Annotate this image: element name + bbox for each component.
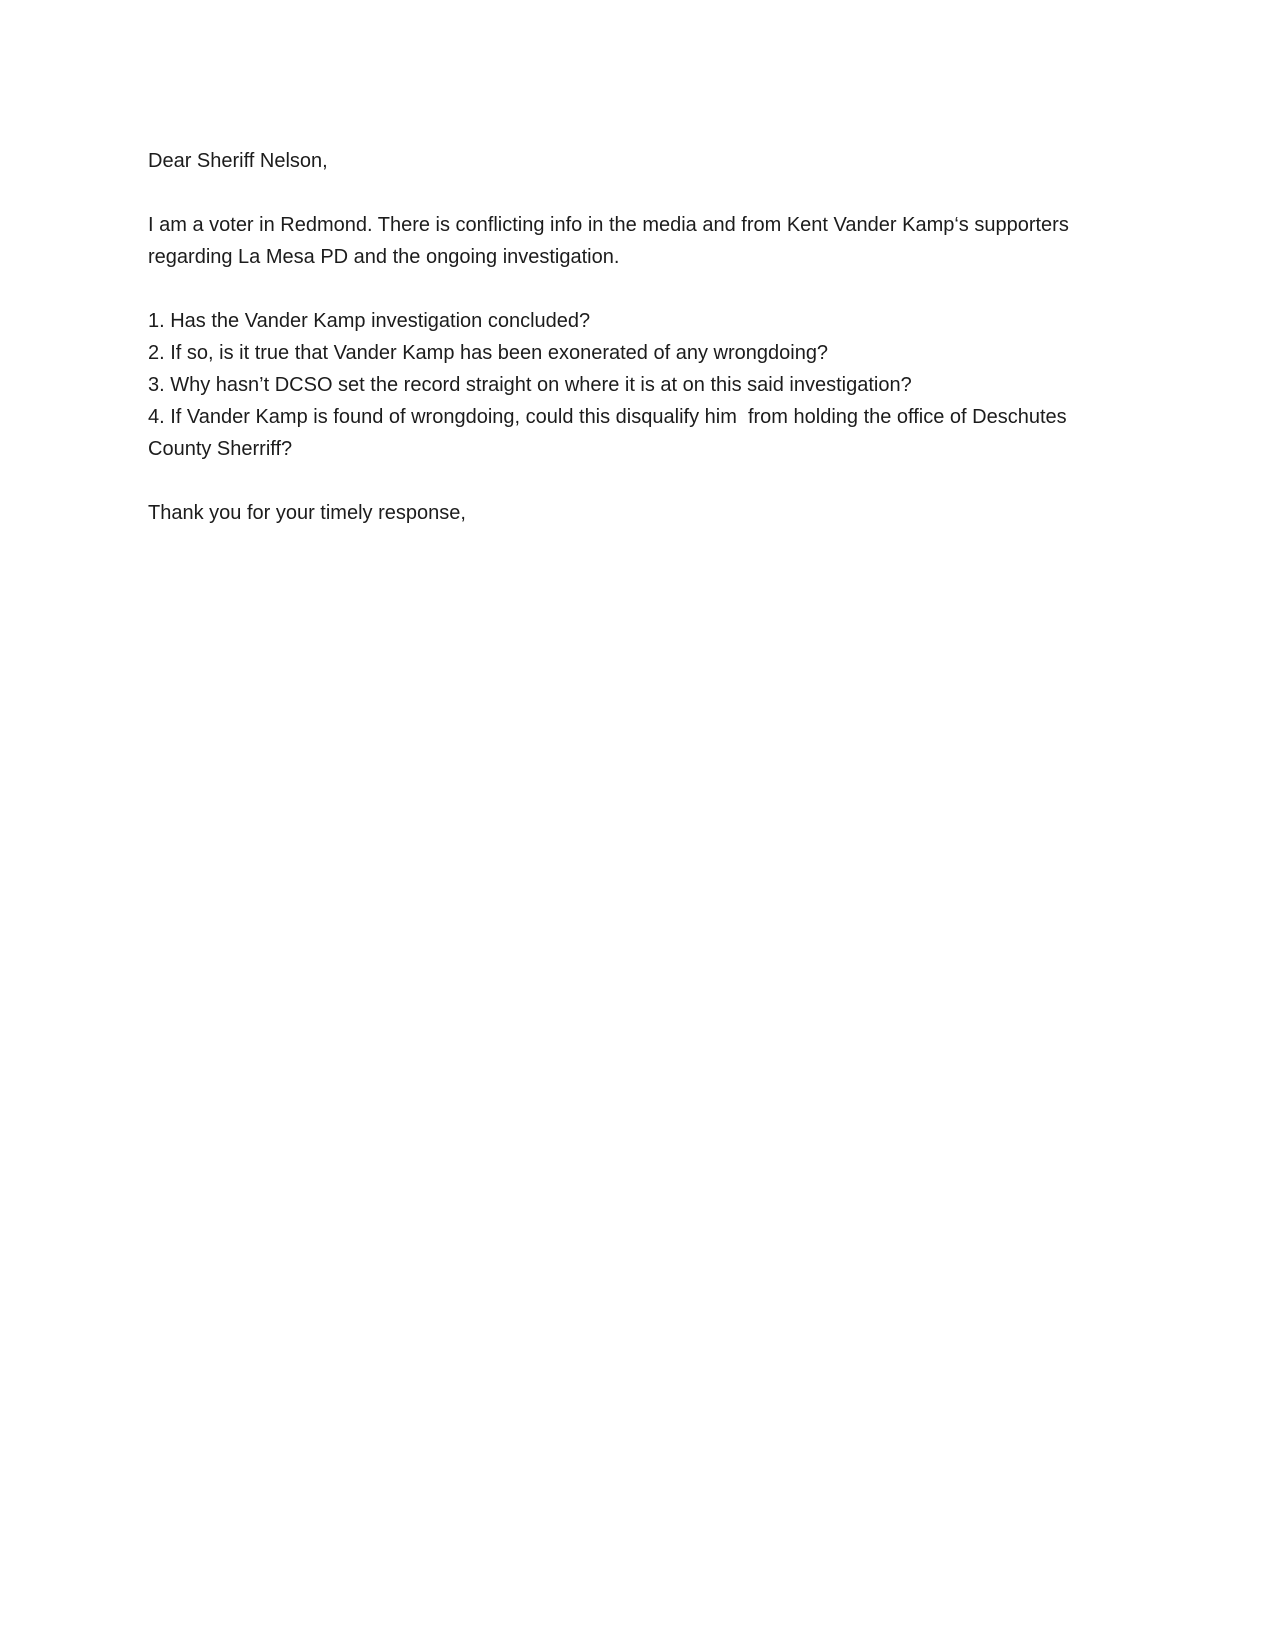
paragraph-spacer bbox=[148, 465, 1108, 497]
question-list bbox=[148, 305, 1108, 465]
question-item: 4. If Vander Kamp is found of wrongdoing, could this disqualify him from holding the office of Deschutes County Sherriff? bbox=[148, 406, 1073, 460]
question-item: 2. If so, is it true that Vander Kamp has been exonerated of any wrongdoing? bbox=[148, 342, 829, 364]
letter-body bbox=[148, 145, 1108, 529]
salutation: Dear Sheriff Nelson, bbox=[148, 150, 328, 172]
paragraph-spacer bbox=[148, 273, 1108, 305]
question-item: 3. Why hasn’t DCSO set the record straight on where it is at on this said investigation? bbox=[148, 374, 912, 396]
question-item: 1. Has the Vander Kamp investigation concluded? bbox=[148, 310, 591, 332]
paragraph-spacer bbox=[148, 177, 1108, 209]
intro-paragraph: I am a voter in Redmond. There is conflicting info in the media and from Kent Vander Kamp‘s supporters regarding La Mesa PD and the ongoing investigation. bbox=[148, 214, 1075, 268]
closing-line: Thank you for your timely response, bbox=[148, 502, 466, 524]
